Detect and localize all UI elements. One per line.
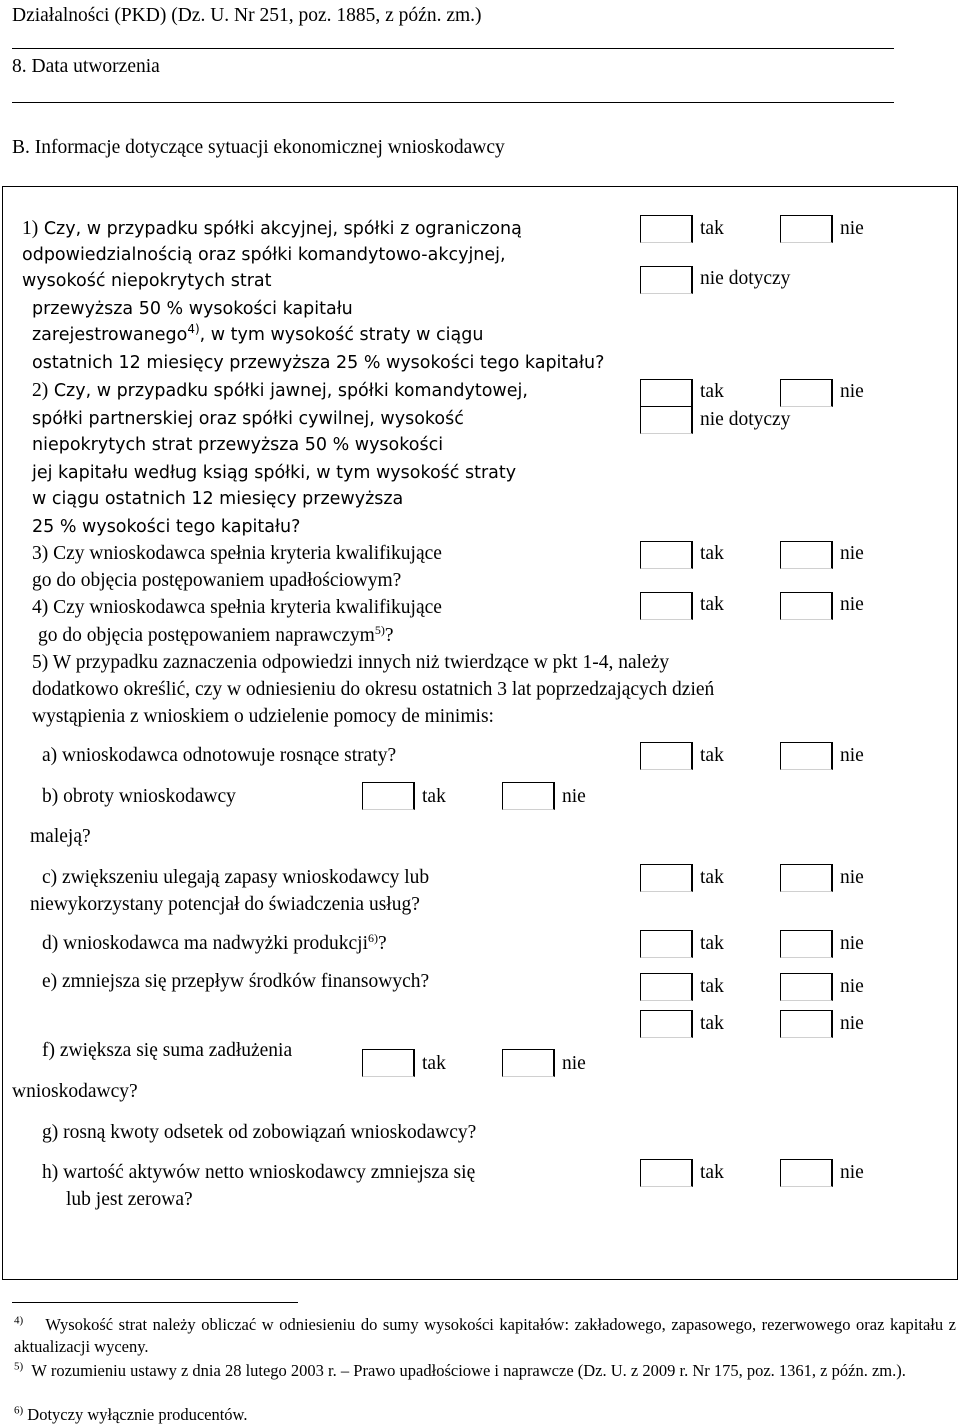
sub-f-text-1: f) zwiększa się suma zadłużenia [42,1040,293,1061]
no-label: nie [840,867,864,888]
footnote-separator [12,1302,298,1303]
sub-c-text-2: niewykorzystany potencjał do świadczenia usług? [30,894,420,915]
q5-line-3: wystąpienia z wnioskiem o udzielenie pomocy de minimis: [32,706,494,727]
q1-line-1: 1) Czy, w przypadku spółki akcyjnej, spółki z ograniczoną [22,218,522,239]
sub-e-no-checkbox[interactable] [780,973,833,1001]
fill-line [12,102,894,103]
yes-label: tak [700,976,724,997]
yes-label: tak [700,218,724,239]
q4-line-1: 4) Czy wnioskodawca spełnia kryteria kwalifikujące [32,597,442,618]
q1-na-checkbox[interactable] [640,266,693,294]
q2-line-3: niepokrytych strat przewyższa 50 % wysokości [32,435,444,455]
q5-line-1: 5) W przypadku zaznaczenia odpowiedzi innych niż twierdzące w pkt 1-4, należy [32,652,670,673]
q3-no-checkbox[interactable] [780,541,833,569]
sub-a-text: a) wnioskodawca odnotowuje rosnące straty? [42,745,397,766]
na-label: nie dotyczy [700,409,791,430]
sub-b-yes-checkbox[interactable] [362,782,415,810]
sub-c-text-1: c) zwiększeniu ulegają zapasy wnioskodawcy lub [42,867,430,888]
q2-line-2: spółki partnerskiej oraz spółki cywilnej, wysokość [32,409,464,429]
q1-line-2: odpowiedzialnością oraz spółki komandytowo-akcyjnej, [22,245,506,265]
footnote-4: $^{4)}$ Wysokość strat należy obliczać w odniesieniu do sumy wysokości kapitałów: zakładowego, zapasowego, rezerwowego oraz kapitału z aktualizacji wyceny. [14,1314,956,1356]
yes-label: tak [422,786,446,807]
sub-b-no-checkbox[interactable] [502,782,555,810]
q1-line-3: wysokość niepokrytych strat [22,271,272,291]
sub-h-yes-checkbox[interactable] [640,1159,693,1187]
q2-na-checkbox[interactable] [640,406,693,434]
sub-b-text-2: maleją? [30,826,91,847]
sub-c-yes-checkbox[interactable] [640,864,693,892]
yes-label: tak [700,933,724,954]
yes-label: tak [700,381,724,402]
q4-no-checkbox[interactable] [780,592,833,620]
yes-label: tak [700,543,724,564]
q2-no-checkbox[interactable] [780,379,833,407]
no-label: nie [840,976,864,997]
q4-yes-checkbox[interactable] [640,592,693,620]
sub-e-text: e) zmniejsza się przepływ środków finansowych? [42,971,430,992]
sub-g-text: g) rosną kwoty odsetek od zobowiązań wnioskodawcy? [42,1122,477,1143]
yes-label: tak [700,867,724,888]
q2-line-4: jej kapitału według ksiąg spółki, w tym wysokość straty [32,463,517,483]
footnote-5: $^{5)}$ W rozumieniu ustawy z dnia 28 lutego 2003 r. – Prawo upadłościowe i naprawcze (Dz. U. z 2009 r. Nr 175, poz. 1361, z późn. zm.). [14,1360,906,1380]
sub-f-no-checkbox[interactable] [502,1049,555,1077]
q2-line-6: 25 % wysokości tego kapitału? [32,517,301,537]
q5-line-2: dodatkowo określić, czy w odniesieniu do okresu ostatnich 3 lat poprzedzających dzień [32,679,715,700]
yes-label: tak [422,1053,446,1074]
section-b-title: B. Informacje dotyczące sytuacji ekonomicznej wnioskodawcy [12,137,505,158]
sub-e-yes-checkbox[interactable] [640,973,693,1001]
no-label: nie [840,381,864,402]
sub-c-no-checkbox[interactable] [780,864,833,892]
q3-yes-checkbox[interactable] [640,541,693,569]
no-label: nie [840,1013,864,1034]
no-label: nie [840,933,864,954]
yes-label: tak [700,1162,724,1183]
pkd-line: Działalności (PKD) (Dz. U. Nr 251, poz. 1885, z późn. zm.) [12,5,482,26]
no-label: nie [840,1162,864,1183]
yes-label: tak [700,594,724,615]
q2-yes-checkbox[interactable] [640,379,693,407]
no-label: nie [840,594,864,615]
no-label: nie [840,745,864,766]
sub-a-no-checkbox[interactable] [780,742,833,770]
sub-d-yes-checkbox[interactable] [640,930,693,958]
sub-h-text-1: h) wartość aktywów netto wnioskodawcy zmniejsza się [42,1162,476,1183]
sub-g-no-checkbox[interactable] [780,1010,833,1038]
no-label: nie [840,218,864,239]
sub-h-no-checkbox[interactable] [780,1159,833,1187]
section-b-frame [2,186,958,1280]
sub-h-text-2: lub jest zerowa? [66,1189,193,1210]
no-label: nie [840,543,864,564]
q1-yes-checkbox[interactable] [640,215,693,243]
fill-line [12,48,894,49]
sub-a-yes-checkbox[interactable] [640,742,693,770]
q1-line-4: przewyższa 50 % wysokości kapitału [32,299,353,319]
footnote-6: $^{6)}$ Dotyczy wyłącznie producentów. [14,1404,248,1424]
sub-d-no-checkbox[interactable] [780,930,833,958]
item-8-label: 8. Data utworzenia [12,56,160,77]
yes-label: tak [700,1013,724,1034]
q2-line-5: w ciągu ostatnich 12 miesięcy przewyższa [32,489,404,509]
sub-g-yes-checkbox[interactable] [640,1010,693,1038]
sub-b-text-1: b) obroty wnioskodawcy [42,786,236,807]
no-label: nie [562,1053,586,1074]
na-label: nie dotyczy [700,268,791,289]
q3-line-2: go do objęcia postępowaniem upadłościowym? [32,570,402,591]
q2-line-1: 2) Czy, w przypadku spółki jawnej, spółki komandytowej, [32,380,528,401]
no-label: nie [562,786,586,807]
sub-f-yes-checkbox[interactable] [362,1049,415,1077]
q4-line-2: go do objęcia postępowaniem naprawczym$^{5)}$? [38,623,394,646]
q1-line-5: zarejestrowanego$^{4)}$, w tym wysokość straty w ciągu [32,322,484,345]
sub-d-text: d) wnioskodawca ma nadwyżki produkcji$^{6)}$? [42,931,387,954]
yes-label: tak [700,745,724,766]
q1-line-6: ostatnich 12 miesięcy przewyższa 25 % wysokości tego kapitału? [32,353,605,373]
q3-line-1: 3) Czy wnioskodawca spełnia kryteria kwalifikujące [32,543,442,564]
q1-no-checkbox[interactable] [780,215,833,243]
sub-f-text-2: wnioskodawcy? [12,1081,138,1102]
